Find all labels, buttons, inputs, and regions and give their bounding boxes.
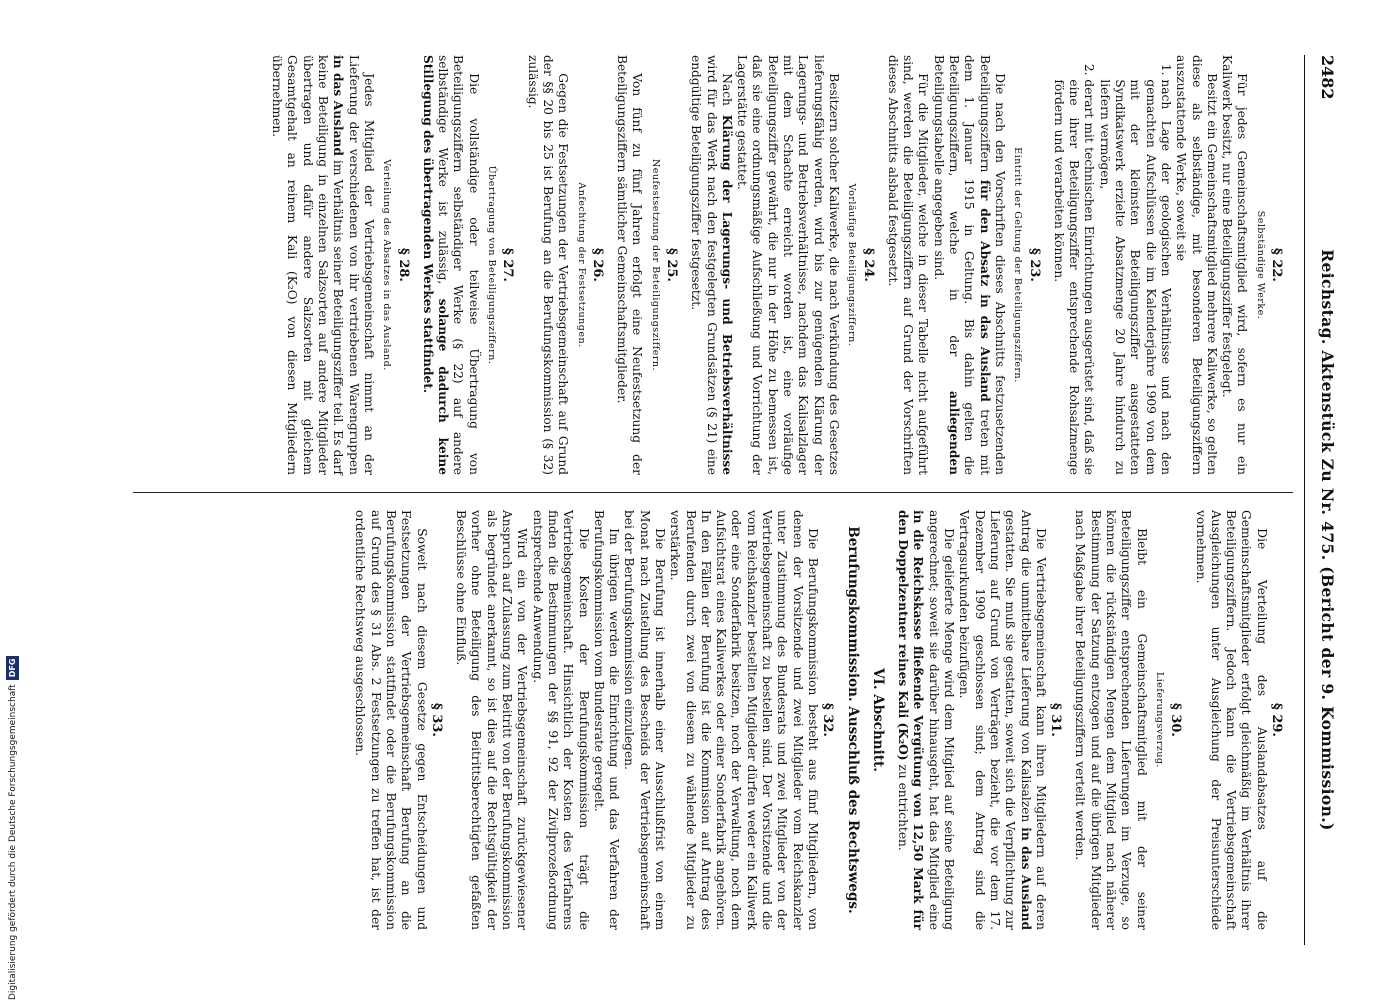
paragraph: Besitzern solcher Kaliwerke, die nach Verkündung des Gesetzes lieferungsfähig werden, wird bis zur genügenden Klärung der Lagerungs- und Betriebsverhältnisse, nachdem das Kalisalzlager mit dem Schachte erreicht worden ist, eine vorläufige Beteiligungsziffer gewährt, die nur in der Höhe zu bemessen ist, daß sie eine ordnungsmäßige Aufschließung und Vorrichtung der Lagerstätte gestattet. — [735, 55, 841, 475]
emphasis: in die Reichskasse fließende Vergütung von 12,50 Mark für den Doppelzentner reines Kali (K₂O) — [896, 510, 926, 930]
running-head — [1304, 55, 1335, 945]
running-title: Reichstag. Aktenstück Zu Nr. 475. (Bericht der 9. Kommission.) — [1318, 249, 1337, 831]
part-subtitle: Berufungskommission. Ausschluß des Rechtswegs. — [844, 526, 861, 914]
section-number: § 30. — [1168, 703, 1184, 737]
emphasis: in das Ausland — [1018, 827, 1033, 930]
section-heading: Vorläufige Beteiligungsziffern. — [846, 183, 858, 347]
section-23 — [885, 55, 1042, 475]
section-number: § 22. — [1269, 248, 1284, 282]
digitization-credit — [6, 656, 19, 1000]
section-number: § 28. — [395, 248, 411, 282]
dfg-logo: DFG — [6, 656, 19, 681]
paragraph: Bleibt ein Gemeinschaftsmitglied mit der seiner Beteiligungsziffer entsprechenden Lieferungen im Verzuge, so können die rückständigen Mengen dem Mitglied nach näherer Bestimmung der Satzung entzogen und auf die übrigen Mitglieder nach Maßgabe ihrer Beteiligungsziffern verteilt werden. — [1073, 510, 1149, 930]
section-29 — [1192, 510, 1284, 930]
section-heading: Selbständige Werke. — [1254, 210, 1266, 320]
credit-text: Digitalisierung gefördert durch die Deutsche Forschungsgemeinschaft — [7, 684, 18, 1000]
section-33 — [352, 510, 444, 930]
emphasis: für den Absatz in das Ausland — [977, 179, 992, 402]
emphasis: in das Ausland — [331, 55, 346, 156]
section-number: § 27. — [500, 248, 516, 282]
section-22 — [1051, 55, 1284, 475]
section-number: § 32. — [820, 703, 836, 737]
section-27 — [420, 55, 516, 475]
paragraph: Die Berufungskommission besteht aus fünf Mitgliedern, von denen der Vorsitzende und zwei Mitglieder vom Reichskanzler unter Zustimmung des Bundesrats und zwei Mitglieder von der Vertriebsgemeinschaft zu bestellen sind. Der Vorsitzende und die vom Reichskanzler bestellten Mitglieder dürfen weder ein Kaliwerk oder eine Sonderfabrik besitzen, noch der Verwaltung, noch dem Aufsichtsrat eines Kaliwerkes oder einer Sonderfabrik angehören. In den Fällen der Berufung ist die Kommission auf Antrag des Berufenden durch zwei von diesem zu wählende Mitglieder zu verstärken. — [668, 510, 820, 930]
paragraph: Besitzt ein Gemeinschaftsmitglied mehrere Kaliwerke, so gelten diese als selbständige, mit besonderen Beteiligungsziffern auszustattende Werke, soweit sie — [1174, 55, 1219, 475]
emphasis: Klärung der Lagerungs- und Betriebsverhältnisse — [719, 114, 734, 475]
paragraph: Jedes Mitglied der Vertriebsgemeinschaft nimmt an der Lieferung der verschiedenen von ihr vertriebenen Warengruppen in das Ausland im Verhältnis seiner Beteiligungsziffer teil. Es darf keine Beteiligung in einzelnen Salzsorten auf andere Mitglieder übertragen und dafür andere Salzsorten mit gleichem Gesamtgehalt an reinem Kali (K₂O) von diesen Mitgliedern übernehmen. — [270, 55, 376, 475]
section-heading: Anfechtung der Festsetzungen. — [575, 182, 587, 348]
section-number: § 29. — [1269, 703, 1284, 737]
paragraph: Die Kosten der Berufungskommission trägt die Vertriebsgemeinschaft. Hinsichtlich der Kosten des Verfahrens finden die Bestimmungen der §§ 91, 92 der Zivilprozeßordnung entsprechende Anwendung. — [530, 510, 591, 930]
list-item: 1. nach Lage der geologischen Verhältnisse und nach den gemachten Aufschlüssen die im Kalenderjahre 1909 von dem mit der kleinsten Beteiligungsziffer ausgestatteten Syndikatswerk erzielte Absatzmenge 20 Jahre hindurch zu liefern vermögen, — [1096, 79, 1172, 475]
paragraph: Im übrigen werden die Einrichtung und das Verfahren der Berufungskommission vom Bundesrate geregelt. — [591, 510, 622, 930]
section-number: § 33. — [428, 703, 444, 737]
paragraph: Die nach den Vorschriften dieses Abschnitts festzusetzenden Beteiligungsziffern für den Absatz in das Ausland treten mit dem 1. Januar 1915 in Geltung. Bis dahin gelten die Beteiligungsziffern, welche in der anliegenden Beteiligungstabelle angegeben sind. — [931, 55, 1007, 475]
list-item: 2. derart mit technischen Einrichtungen ausgerüstet sind, daß sie eine ihrer Beteiligungsziffer entsprechende Rohsalzmenge fördern und verarbeiten können. — [1051, 79, 1097, 475]
numbered-list — [1051, 55, 1173, 475]
paragraph: Soweit nach diesem Gesetze gegen Entscheidungen und Festsetzungen der Vertriebsgemeinschaft Berufung an die Berufungskommission stattfindet oder die Berufungskommission auf Grund des § 31 Abs. 2 Festsetzungen zu treffen hat, ist der ordentliche Rechtsweg ausgeschlossen. — [353, 510, 429, 930]
section-number: § 26. — [589, 248, 605, 282]
paragraph: Die Vertriebsgemeinschaft kann ihren Mitgliedern auf deren Antrag die unmittelbare Lieferung von Kalisalzen in das Ausland gestatten. Sie muß sie gestatten, soweit sich die Verpflichtung zur Lieferung auf Grund von Verträgen bezieht, die vor dem 17. Dezember 1909 geschlossen sind; dem Antrag sind die Vertragsurkunden beizufügen. — [957, 510, 1048, 930]
paragraph: Nach Klärung der Lagerungs- und Betriebsverhältnisse wird für das Werk nach den festgelegten Grundsätzen (§ 21) eine endgültige Beteiligungsziffer festgesetzt. — [689, 55, 734, 475]
section-31 — [895, 510, 1063, 930]
section-heading: Übertragung von Beteiligungsziffern. — [486, 165, 498, 365]
column-divider — [133, 492, 1293, 493]
document-page — [85, 55, 1335, 945]
section-25 — [614, 55, 679, 475]
page-number: 2482 — [1318, 55, 1337, 100]
paragraph: Für die Mitglieder, welche in dieser Tabelle nicht aufgeführt sind, werden die Beteiligungsziffern auf Grund der Vorschriften dieses Abschnitts alsbald festgesetzt. — [885, 55, 931, 475]
left-column — [269, 55, 1293, 475]
section-32 — [453, 510, 835, 930]
paragraph: Von fünf zu fünf Jahren erfolgt eine Neufestsetzung der Beteiligungsziffern sämtlicher Gemeinschaftsmitglieder. — [615, 55, 645, 475]
section-number: § 31. — [1048, 703, 1064, 737]
section-heading: Eintritt der Geltung der Beteiligungsziffern. — [1012, 147, 1024, 383]
section-30 — [1072, 510, 1183, 930]
paragraph: Die Verteilung des Auslandabsatzes auf die Gemeinschaftsmitglieder erfolgt gleichmäßig im Verhältnis ihrer Beteiligungsziffern. Jedoch kann die Vertriebsgemeinschaft Ausgleichungen unter Ausgleichung der Preisunterschiede vornehmen. — [1193, 510, 1269, 930]
paragraph: Die Berufung ist innerhalb einer Ausschlußfrist von einem Monat nach Zustellung des Bescheids der Vertriebsgemeinschaft bei der Berufungskommission einzulegen. — [622, 510, 668, 930]
section-heading: Neufestsetzung der Beteiligungsziffern. — [649, 158, 661, 372]
section-heading: Verteilung des Absatzes in das Ausland. — [381, 159, 393, 371]
paragraph: Die gelieferte Menge wird dem Mitglied auf seine Beteiligung angerechnet; soweit sie darüber hinausgeht, hat das Mitglied eine in die Reichskasse fließende Vergütung von 12,50 Mark für den Doppelzentner reines Kali (K₂O) zu entrichten. — [896, 510, 957, 930]
section-number: § 24. — [860, 248, 876, 282]
section-heading: Lieferungsverzug. — [1153, 671, 1165, 769]
emphasis: anliegenden — [947, 390, 962, 475]
part-heading — [844, 510, 885, 930]
right-column — [352, 510, 1293, 930]
paragraph: Die vollständige oder teilweise Übertragung von Beteiligungsziffern selbständiger Werke (§ 22) auf andere selbständige Werke ist zulässig, solange dadurch keine Stillegung des übertragenden Werkes stattfindet. — [420, 55, 481, 475]
section-26 — [524, 55, 604, 475]
paragraph: Wird ein von der Vertriebsgemeinschaft zurückgewiesener Anspruch auf Zulassung zum Beitritt von der Berufungskommission als begründet anerkannt, so ist dies auf die Rechtsgültigkeit der vorher ohne Beteiligung des Beitrittsberechtigten gefaßten Beschlüsse ohne Einfluß. — [454, 510, 530, 930]
part-title: VI. Abschnitt. — [869, 668, 886, 772]
paragraph: Für jedes Gemeinschaftsmitglied wird, sofern es nur ein Kaliwerk besitzt, nur eine Beteiligungsziffer festgelegt. — [1220, 55, 1250, 475]
section-24 — [688, 55, 876, 475]
section-28 — [269, 55, 411, 475]
section-number: § 25. — [664, 248, 680, 282]
section-number: § 23. — [1026, 248, 1042, 282]
paragraph: Gegen die Festsetzungen der Vertriebsgemeinschaft auf Grund der §§ 20 bis 25 ist Berufung an die Berufungskommission (§ 32) zulässig. — [525, 55, 571, 475]
emphasis: solange dadurch keine Stillegung des übertragenden Werkes stattfindet. — [420, 55, 451, 475]
